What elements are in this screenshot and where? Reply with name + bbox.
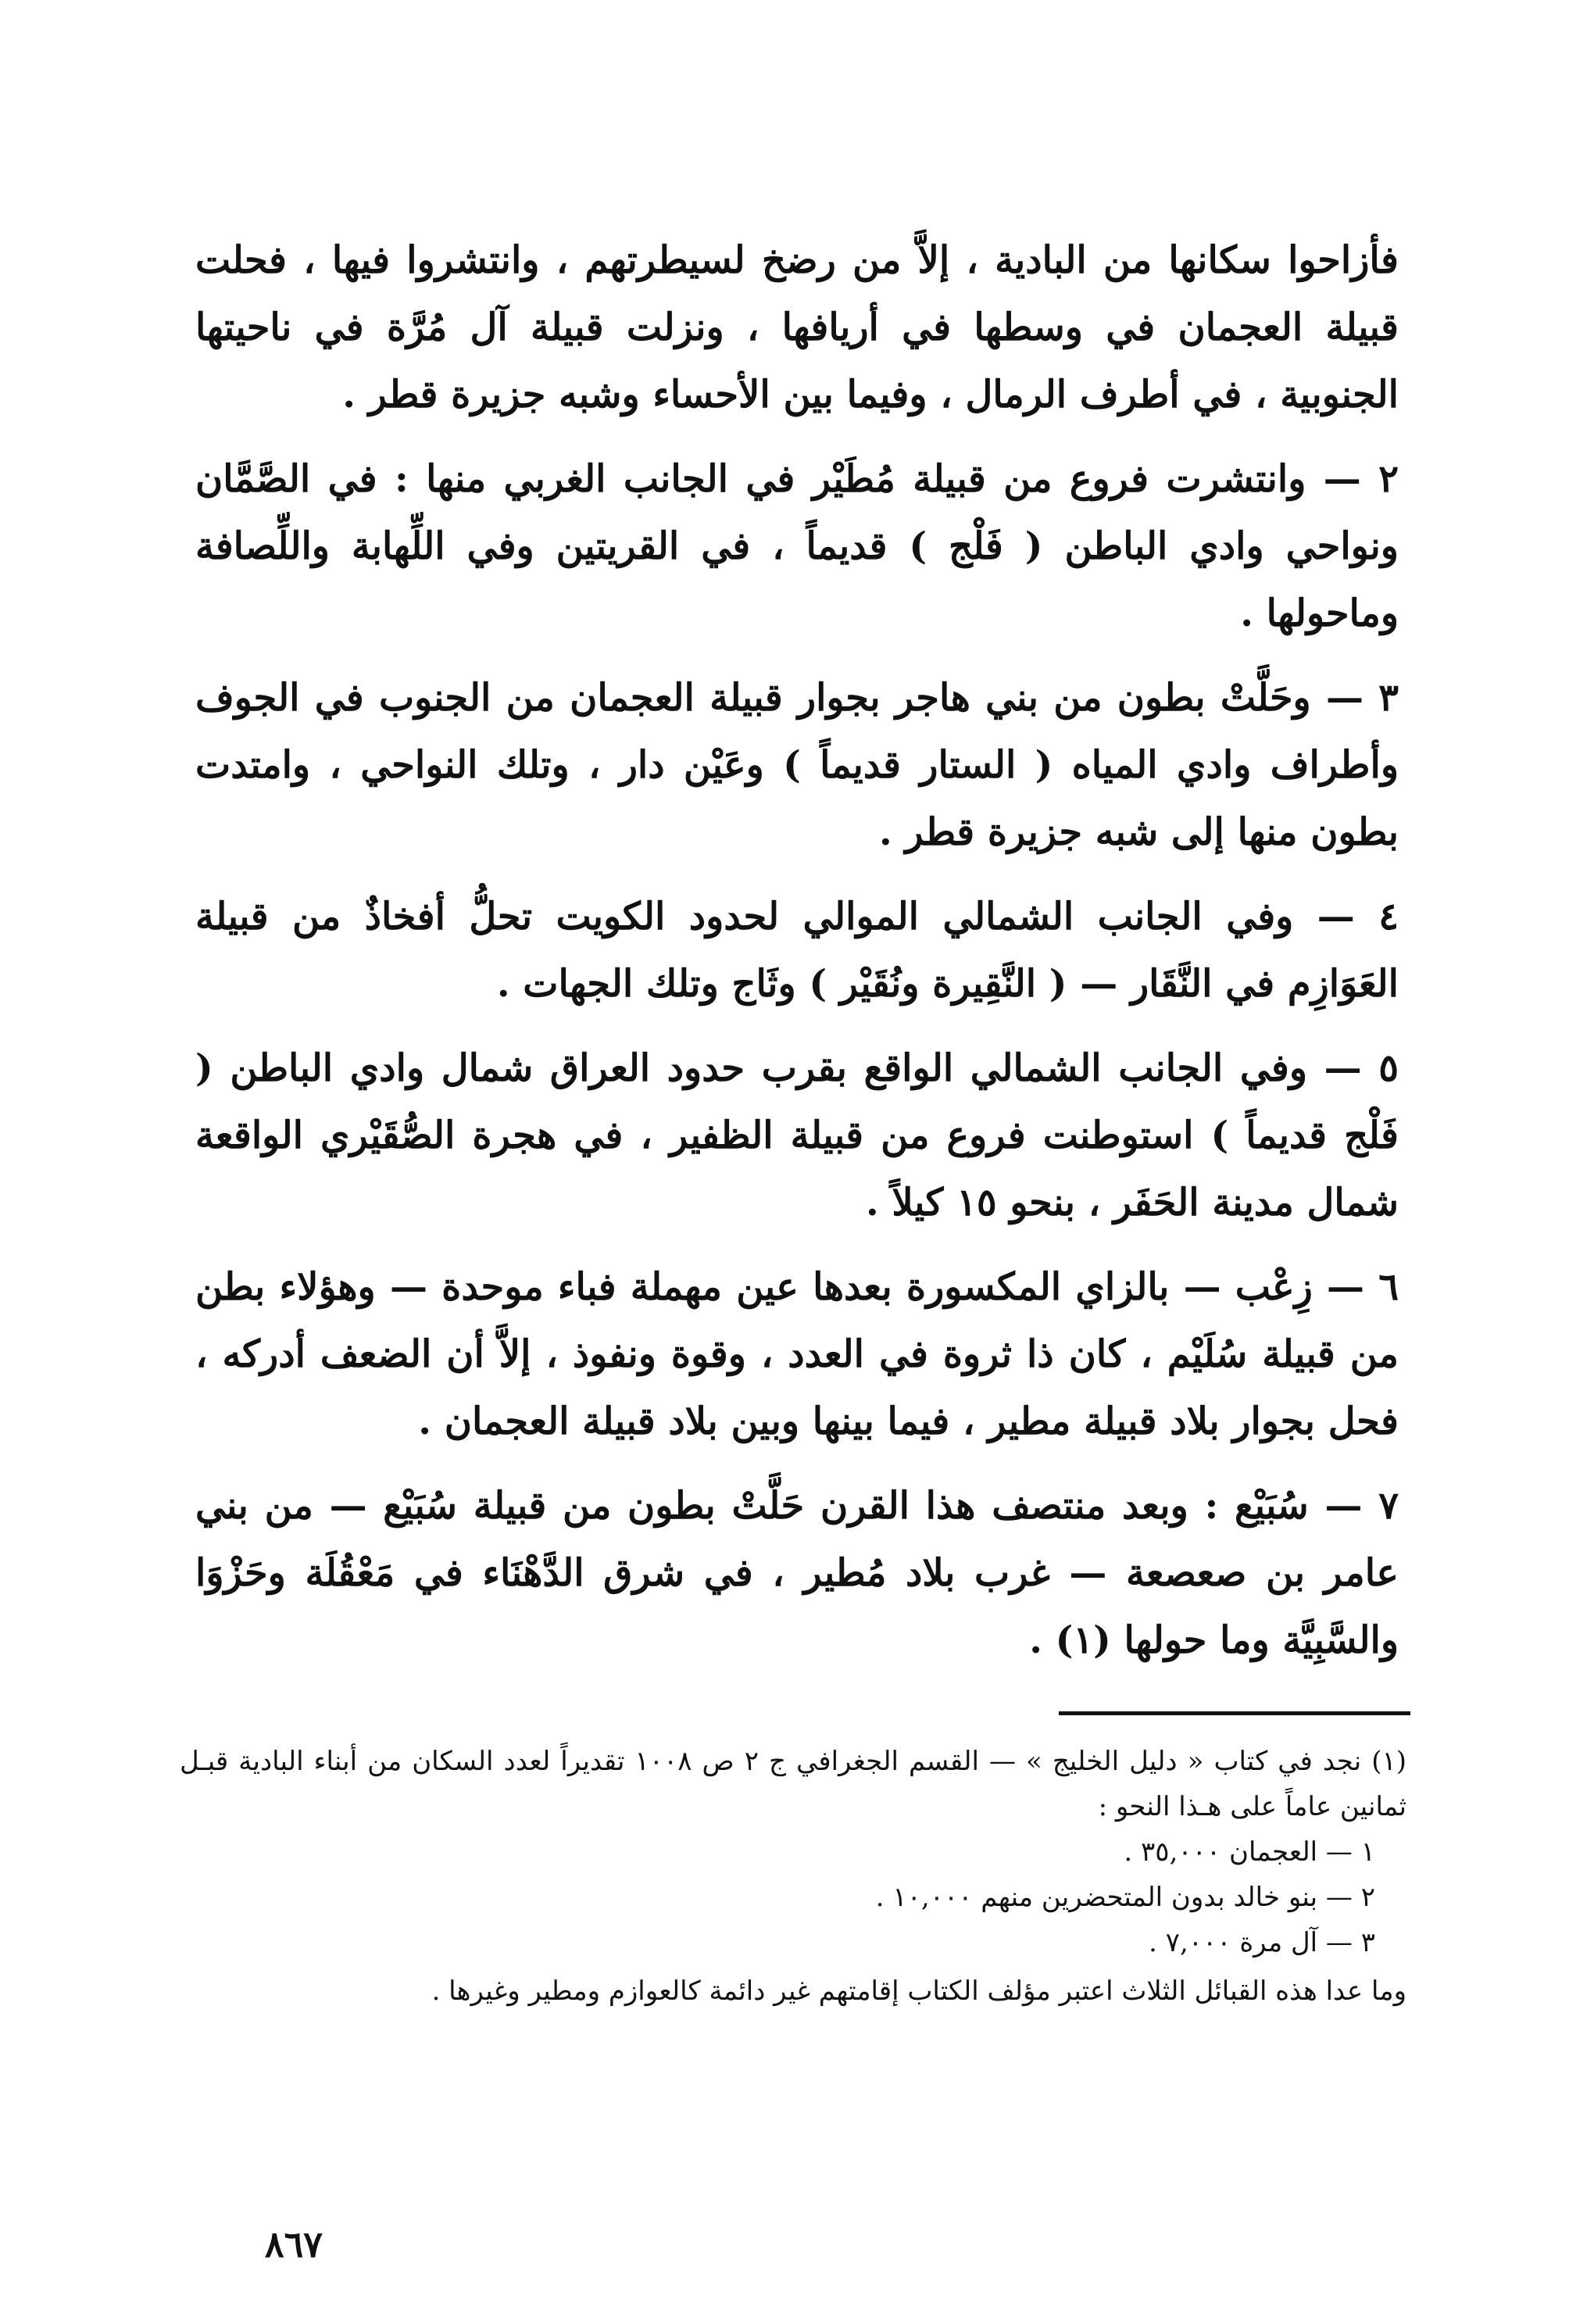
- paragraph-3: ٣ — وحَلَّتْ بطون من بني هاجر بجوار قبيلة العجمان من الجنوب في الجوف وأطراف وادي المياه ( الستار قديماً ) وعَيْن دار ، وتلك النواحي ، وامتدت بطون منها إلى شبه جزيرة قطر .: [195, 676, 1399, 854]
- footnote-tail: وما عدا هذه القبائل الثلاث اعتبر مؤلف الكتاب إقامتهم غير دائمة كالعوازم ومطير وغيرها .: [431, 1975, 1406, 2007]
- footnote-intro: (١) نجد في كتاب « دليل الخليج » — القسم الجغرافي ج ٢ ص ١٠٠٨ تقديراً لعدد السكان من أبناء البادية قبـل ثمانين عاماً على هـذا النحو :: [180, 1746, 1406, 1822]
- paragraph-4: ٤ — وفي الجانب الشمالي الموالي لحدود الكويت تحلُّ أفخاذٌ من قبيلة العَوَازِم في النَّقَار — ( النَّقِيرة ونُقَيْر ) وثَاج وتلك الجهات .: [195, 895, 1399, 1006]
- paragraph-1: فأزاحوا سكانها من البادية ، إلاَّ من رضخ لسيطرتهم ، وانتشروا فيها ، فحلت قبيلة العجمان في وسطها في أريافها ، ونزلت قبيلة آل مُرَّة في ناحيتها الجنوبية ، في أطرف الرمال ، وفيما بين الأحساء وشبه جزيرة قطر .: [195, 238, 1399, 417]
- footnote-item: ١ — العجمان ٣٥,٠٠٠ .: [1124, 1836, 1375, 1868]
- footnote-item: ٢ — بنو خالد بدون المتحضرين منهم ١٠,٠٠٠ .: [875, 1882, 1375, 1913]
- paragraph-7: ٧ — سُبَيْع : وبعد منتصف هذا القرن حَلَّتْ بطون من قبيلة سُبَيْع — من بني عامر بن صعصعة — غرب بلاد مُطير ، في شرق الدَّهْنَاء في مَعْقُلَة وحَزْوَا والسَّبِيَّة وما حولها (١) .: [195, 1484, 1399, 1662]
- page-number: ٨٦٧: [264, 2223, 323, 2265]
- paragraph-5: ٥ — وفي الجانب الشمالي الواقع بقرب حدود العراق شمال وادي الباطن ( فَلْج قديماً ) استوطنت فروع من قبيلة الظفير ، في هجرة الصُّقَيْري الواقعة شمال مدينة الحَفَر ، بنحو ١٥ كيلاً .: [195, 1046, 1399, 1225]
- paragraph-2: ٢ — وانتشرت فروع من قبيلة مُطَيْر في الجانب الغربي منها : في الصَّمَّان ونواحي وادي الباطن ( فَلْج ) قديماً ، في القريتين وفي اللِّهابة واللِّصافة وماحولها .: [195, 457, 1399, 635]
- main-text: [195, 227, 1399, 1691]
- footnote-separator: [1059, 1711, 1410, 1715]
- footnotes: [180, 1739, 1406, 2014]
- footnote-list: [180, 1829, 1406, 1965]
- footnote-item: ٣ — آل مرة ٧,٠٠٠ .: [1149, 1927, 1375, 1958]
- paragraph-6: ٦ — زِعْب — بالزاي المكسورة بعدها عين مهملة فباء موحدة — وهؤلاء بطن من قبيلة سُلَيْم ، كان ذا ثروة في العدد ، وقوة ونفوذ ، إلاَّ أن الضعف أدركه ، فحل بجوار بلاد قبيلة مطير ، فيما بينها وبين بلاد قبيلة العجمان .: [195, 1265, 1399, 1443]
